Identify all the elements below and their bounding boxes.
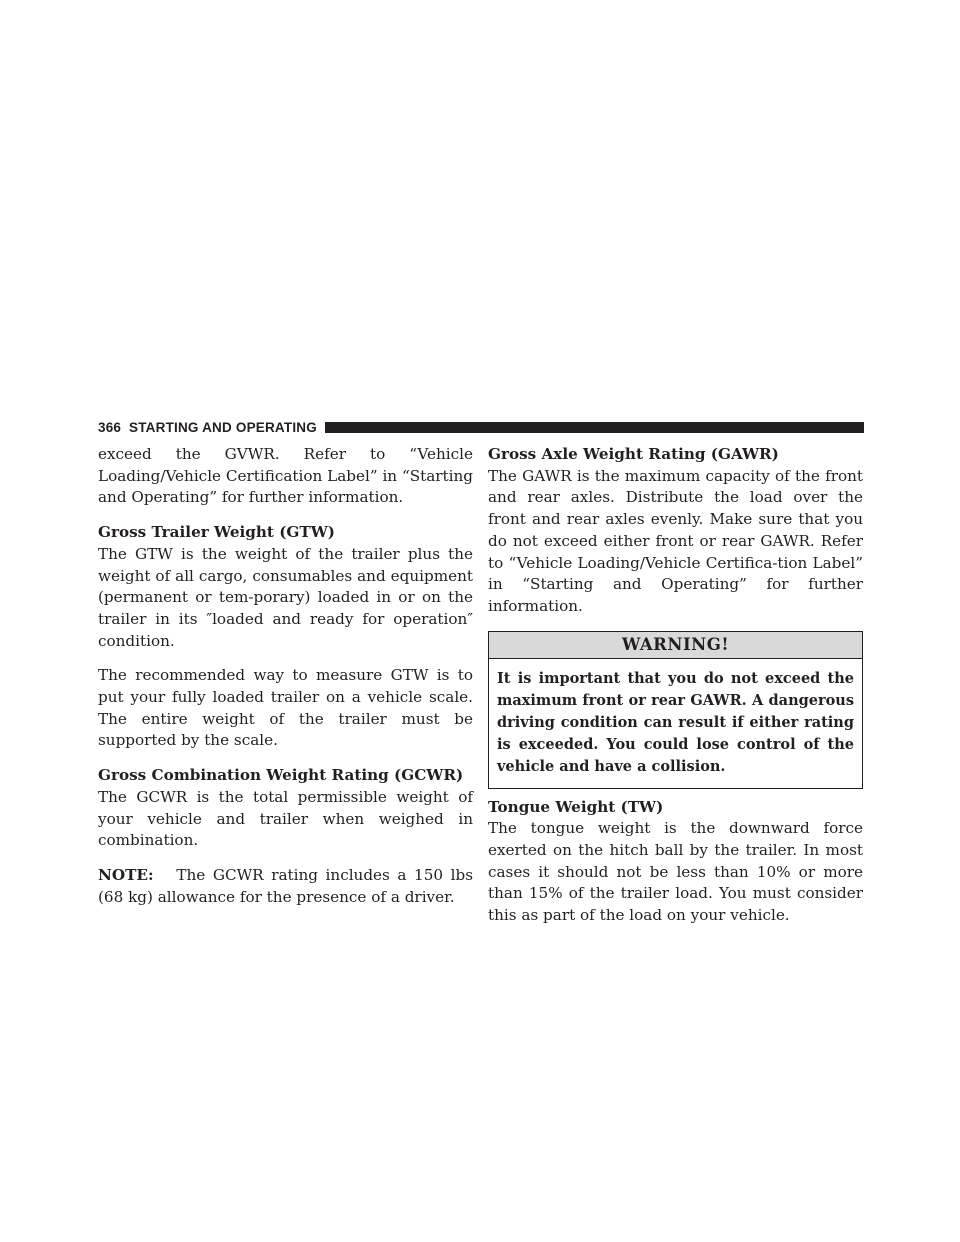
note-label: NOTE: [98, 865, 154, 884]
left-column [98, 444, 473, 921]
section-title: STARTING AND OPERATING [129, 419, 317, 435]
right-column [488, 444, 863, 940]
warning-title: WARNING! [489, 632, 862, 659]
gcwr-heading: Gross Combination Weight Rating (GCWR) [98, 766, 464, 785]
page-number: 366 [98, 419, 122, 435]
warning-box [488, 631, 863, 789]
intro-paragraph: exceed the GVWR. Refer to “Vehicle Loading/Vehicle Certification Label” in “Starting and Operating” for further information. [98, 445, 473, 507]
warning-text: It is important that you do not exceed the maximum front or rear GAWR. A dangerous driving condition can result if either rating is exceeded. You could lose control of the vehicle and have a collision. [497, 669, 854, 775]
gawr-heading: Gross Axle Weight Rating (GAWR) [488, 445, 779, 463]
gtw-heading: Gross Trailer Weight (GTW) [98, 523, 335, 542]
header-rule [325, 422, 864, 433]
page-header [98, 419, 864, 435]
gtw-measure-paragraph: The recommended way to measure GTW is to put your fully loaded trailer on a vehicle scale. The entire weight of the trailer must be supported by the scale. [98, 666, 473, 750]
page-header-text [98, 420, 317, 435]
note-text: The GCWR rating includes a 150 lbs (68 kg) allowance for the presence of a driver. [98, 865, 473, 906]
tw-heading: Tongue Weight (TW) [488, 797, 664, 816]
gcwr-paragraph: The GCWR is the total permissible weight of your vehicle and trailer when weighed in combination. [98, 787, 473, 850]
note-paragraph [98, 865, 473, 908]
tw-paragraph: The tongue weight is the downward force exerted on the hitch ball by the trailer. In most cases it should not be less than 10% or more than 15% of the trailer load. You must consider this as part of the load on your vehicle. [488, 819, 863, 925]
gtw-paragraph: The GTW is the weight of the trailer plus the weight of all cargo, consumables and equipment (permanent or tem-porary) loaded in or on the trailer in its ″loaded and ready for operation″ condition. [98, 544, 473, 650]
gawr-paragraph: The GAWR is the maximum capacity of the front and rear axles. Distribute the load over the front and rear axles evenly. Make sure that you do not exceed either front or rear GAWR. Refer to “Vehicle Loading/Vehicle Certifica-tion Label” in “Starting and Operating” for further information. [488, 466, 863, 615]
